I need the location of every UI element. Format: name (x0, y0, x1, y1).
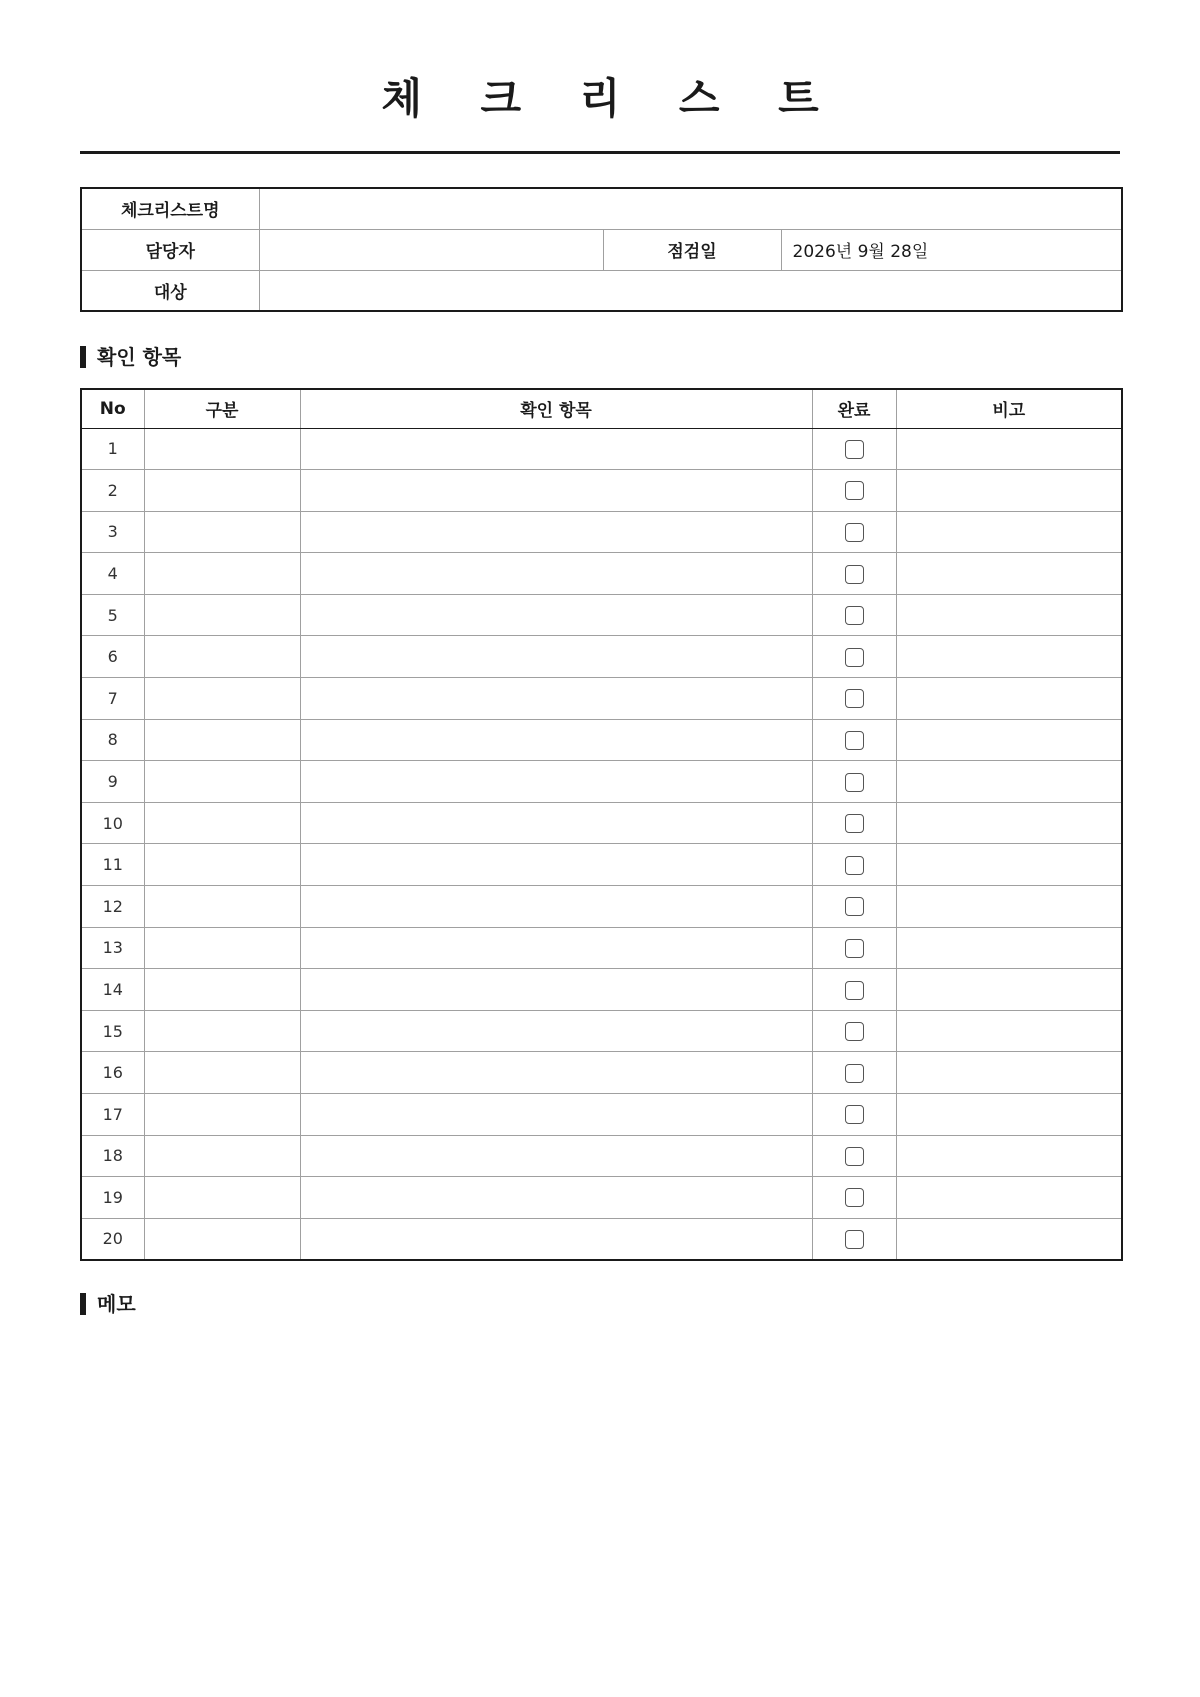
category-cell[interactable] (144, 1094, 300, 1136)
done-cell (812, 1010, 896, 1052)
done-checkbox[interactable] (845, 897, 864, 916)
table-row (81, 678, 1122, 720)
row-number: 5 (81, 594, 144, 636)
row-number: 15 (81, 1010, 144, 1052)
target-label: 대상 (81, 270, 259, 311)
done-checkbox[interactable] (845, 1022, 864, 1041)
item-cell[interactable] (300, 1010, 812, 1052)
item-cell[interactable] (300, 470, 812, 512)
row-number: 2 (81, 470, 144, 512)
inspection-date-field[interactable]: 2026년 9월 28일 (781, 229, 1122, 270)
row-number: 19 (81, 1177, 144, 1219)
manager-field[interactable] (259, 229, 603, 270)
table-row (81, 553, 1122, 595)
column-header-done: 완료 (812, 389, 896, 428)
note-cell[interactable] (896, 470, 1122, 512)
row-number: 7 (81, 678, 144, 720)
checklist-section-heading (80, 345, 181, 369)
category-cell[interactable] (144, 470, 300, 512)
table-row (81, 1218, 1122, 1260)
column-header-category: 구분 (144, 389, 300, 428)
item-cell[interactable] (300, 511, 812, 553)
done-checkbox[interactable] (845, 606, 864, 625)
note-cell[interactable] (896, 719, 1122, 761)
note-cell[interactable] (896, 553, 1122, 595)
done-checkbox[interactable] (845, 1147, 864, 1166)
done-checkbox[interactable] (845, 523, 864, 542)
done-cell (812, 636, 896, 678)
info-row-checklist-name (81, 188, 1122, 229)
row-number: 17 (81, 1094, 144, 1136)
done-cell (812, 428, 896, 470)
category-cell[interactable] (144, 594, 300, 636)
note-cell[interactable] (896, 594, 1122, 636)
done-cell (812, 1094, 896, 1136)
item-cell[interactable] (300, 678, 812, 720)
note-cell[interactable] (896, 511, 1122, 553)
note-cell[interactable] (896, 802, 1122, 844)
note-cell[interactable] (896, 1094, 1122, 1136)
done-checkbox[interactable] (845, 939, 864, 958)
table-row (81, 511, 1122, 553)
done-cell (812, 927, 896, 969)
note-cell[interactable] (896, 927, 1122, 969)
done-checkbox[interactable] (845, 565, 864, 584)
table-row (81, 1052, 1122, 1094)
table-row (81, 636, 1122, 678)
item-cell[interactable] (300, 719, 812, 761)
table-row (81, 761, 1122, 803)
done-cell (812, 719, 896, 761)
category-cell[interactable] (144, 761, 300, 803)
checklist-table (80, 388, 1123, 1261)
row-number: 9 (81, 761, 144, 803)
done-checkbox[interactable] (845, 481, 864, 500)
item-cell[interactable] (300, 553, 812, 595)
item-cell[interactable] (300, 594, 812, 636)
table-row (81, 1010, 1122, 1052)
checklist-header-row (81, 389, 1122, 428)
done-cell (812, 1052, 896, 1094)
done-checkbox[interactable] (845, 773, 864, 792)
done-checkbox[interactable] (845, 648, 864, 667)
category-cell[interactable] (144, 802, 300, 844)
memo-section-title: 메모 (97, 1292, 136, 1316)
category-cell[interactable] (144, 428, 300, 470)
category-cell[interactable] (144, 1177, 300, 1219)
done-cell (812, 802, 896, 844)
table-row (81, 594, 1122, 636)
note-cell[interactable] (896, 844, 1122, 886)
note-cell[interactable] (896, 636, 1122, 678)
category-cell[interactable] (144, 719, 300, 761)
item-cell[interactable] (300, 761, 812, 803)
column-header-note: 비고 (896, 389, 1122, 428)
row-number: 16 (81, 1052, 144, 1094)
category-cell[interactable] (144, 511, 300, 553)
note-cell[interactable] (896, 428, 1122, 470)
done-checkbox[interactable] (845, 440, 864, 459)
table-row (81, 470, 1122, 512)
done-checkbox[interactable] (845, 814, 864, 833)
row-number: 4 (81, 553, 144, 595)
item-cell[interactable] (300, 1177, 812, 1219)
checklist-body (81, 428, 1122, 1260)
document-title: 체 크 리 스 트 (381, 74, 841, 123)
table-row (81, 886, 1122, 928)
note-cell[interactable] (896, 886, 1122, 928)
title-divider (80, 151, 1120, 154)
item-cell[interactable] (300, 1135, 812, 1177)
done-cell (812, 1218, 896, 1260)
row-number: 1 (81, 428, 144, 470)
done-cell (812, 678, 896, 720)
done-cell (812, 470, 896, 512)
done-checkbox[interactable] (845, 1188, 864, 1207)
table-row (81, 1094, 1122, 1136)
category-cell[interactable] (144, 553, 300, 595)
table-row (81, 927, 1122, 969)
note-cell[interactable] (896, 1052, 1122, 1094)
category-cell[interactable] (144, 927, 300, 969)
column-header-item: 확인 항목 (300, 389, 812, 428)
table-row (81, 802, 1122, 844)
row-number: 11 (81, 844, 144, 886)
item-cell[interactable] (300, 802, 812, 844)
category-cell[interactable] (144, 636, 300, 678)
memo-section-heading (80, 1292, 136, 1316)
inspection-date-label: 점검일 (603, 229, 781, 270)
done-checkbox[interactable] (845, 1105, 864, 1124)
checklist-name-label: 체크리스트명 (81, 188, 259, 229)
info-table (80, 187, 1123, 312)
item-cell[interactable] (300, 1218, 812, 1260)
item-cell[interactable] (300, 1094, 812, 1136)
done-cell (812, 511, 896, 553)
checklist-name-field[interactable] (259, 188, 1122, 229)
table-row (81, 1177, 1122, 1219)
row-number: 12 (81, 886, 144, 928)
note-cell[interactable] (896, 1218, 1122, 1260)
row-number: 6 (81, 636, 144, 678)
category-cell[interactable] (144, 969, 300, 1011)
done-cell (812, 886, 896, 928)
note-cell[interactable] (896, 678, 1122, 720)
row-number: 13 (81, 927, 144, 969)
item-cell[interactable] (300, 844, 812, 886)
category-cell[interactable] (144, 1010, 300, 1052)
target-field[interactable] (259, 270, 1122, 311)
category-cell[interactable] (144, 886, 300, 928)
item-cell[interactable] (300, 1052, 812, 1094)
row-number: 8 (81, 719, 144, 761)
category-cell[interactable] (144, 1135, 300, 1177)
done-cell (812, 553, 896, 595)
table-row (81, 1135, 1122, 1177)
note-cell[interactable] (896, 969, 1122, 1011)
done-cell (812, 761, 896, 803)
category-cell[interactable] (144, 678, 300, 720)
note-cell[interactable] (896, 1177, 1122, 1219)
row-number: 18 (81, 1135, 144, 1177)
done-cell (812, 969, 896, 1011)
column-header-no: No (81, 389, 144, 428)
done-checkbox[interactable] (845, 981, 864, 1000)
checklist-section-title: 확인 항목 (97, 345, 182, 369)
done-checkbox[interactable] (845, 1230, 864, 1249)
item-cell[interactable] (300, 927, 812, 969)
section-marker (80, 346, 86, 368)
note-cell[interactable] (896, 1135, 1122, 1177)
table-row (81, 428, 1122, 470)
table-row (81, 969, 1122, 1011)
category-cell[interactable] (144, 1052, 300, 1094)
done-cell (812, 844, 896, 886)
done-cell (812, 594, 896, 636)
manager-label: 담당자 (81, 229, 259, 270)
item-cell[interactable] (300, 886, 812, 928)
done-cell (812, 1177, 896, 1219)
row-number: 20 (81, 1218, 144, 1260)
note-cell[interactable] (896, 761, 1122, 803)
info-row-target (81, 270, 1122, 311)
done-checkbox[interactable] (845, 856, 864, 875)
table-row (81, 719, 1122, 761)
category-cell[interactable] (144, 1218, 300, 1260)
done-checkbox[interactable] (845, 731, 864, 750)
done-checkbox[interactable] (845, 689, 864, 708)
done-cell (812, 1135, 896, 1177)
row-number: 14 (81, 969, 144, 1011)
item-cell[interactable] (300, 428, 812, 470)
item-cell[interactable] (300, 636, 812, 678)
item-cell[interactable] (300, 969, 812, 1011)
table-row (81, 844, 1122, 886)
row-number: 3 (81, 511, 144, 553)
section-marker (80, 1293, 86, 1315)
info-row-manager-date (81, 229, 1122, 270)
note-cell[interactable] (896, 1010, 1122, 1052)
category-cell[interactable] (144, 844, 300, 886)
done-checkbox[interactable] (845, 1064, 864, 1083)
row-number: 10 (81, 802, 144, 844)
